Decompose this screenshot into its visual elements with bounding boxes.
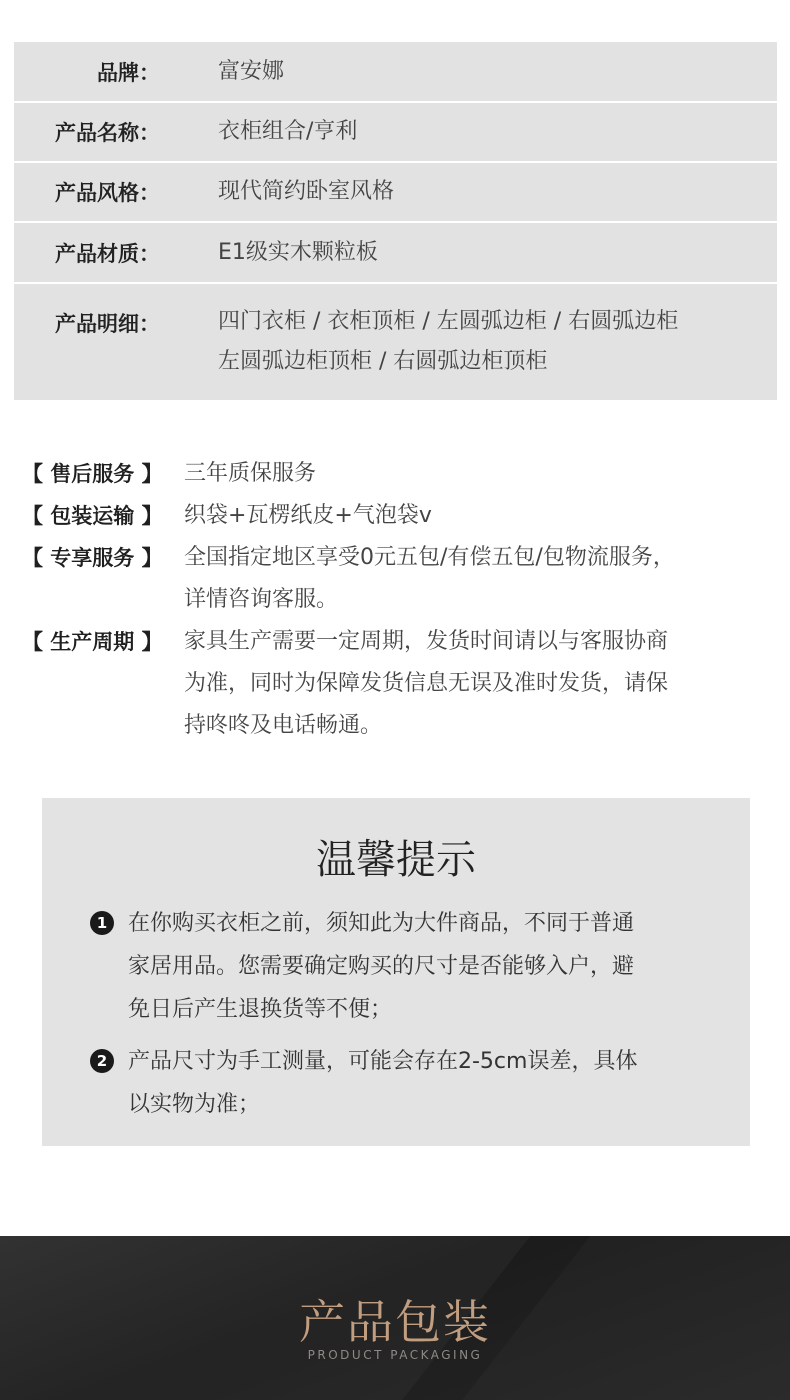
tip-item <box>90 1040 730 1126</box>
spec-value-line: 富安娜 <box>218 58 285 84</box>
spec-value <box>218 302 678 382</box>
spec-table <box>14 42 777 402</box>
service-text <box>184 537 754 621</box>
service-label: 【 专享服务 】 <box>22 546 163 570</box>
service-text-line: 详情咨询客服。 <box>184 587 339 612</box>
service-label: 【 包装运输 】 <box>22 504 163 528</box>
service-text-line: 织袋+瓦楞纸皮+气泡袋v <box>184 503 432 528</box>
service-text-line: 持咚咚及电话畅通。 <box>184 713 383 738</box>
banner-title: 产品包装 <box>299 1295 491 1349</box>
service-info <box>22 453 782 747</box>
number-one-icon: 1 <box>90 911 114 935</box>
service-text <box>184 621 754 747</box>
tip-text-line: 产品尺寸为手工测量，可能会存在2-5cm误差，具体 <box>128 1049 638 1074</box>
service-item-after-sales <box>22 453 782 495</box>
spec-label: 产品风格： <box>55 181 160 205</box>
spec-value-line: 四门衣柜 / 衣柜顶柜 / 左圆弧边柜 / 右圆弧边柜 <box>218 309 679 334</box>
service-text-line: 全国指定地区享受0元五包/有偿五包/包物流服务， <box>184 545 675 570</box>
tip-text-line: 在你购买衣柜之前，须知此为大件商品，不同于普通 <box>128 911 635 936</box>
spec-value-line: 现代简约卧室风格 <box>218 179 395 204</box>
spec-row-material <box>14 223 777 282</box>
service-label: 【 生产周期 】 <box>22 630 163 654</box>
spec-value <box>218 52 284 92</box>
service-label: 【 售后服务 】 <box>22 462 163 486</box>
spec-label: 产品名称： <box>55 121 160 145</box>
tip-item <box>90 902 730 1031</box>
service-text <box>184 495 754 537</box>
tips-box <box>42 798 750 1146</box>
spec-label: 品牌： <box>97 60 160 85</box>
spec-label: 产品明细： <box>55 312 160 336</box>
spec-value-line: E1级实木颗粒板 <box>218 239 378 265</box>
tip-text-line: 家居用品。您需要确定购买的尺寸是否能够入户，避 <box>128 954 635 979</box>
tips-title: 温馨提示 <box>316 837 476 883</box>
service-item-exclusive <box>22 537 782 621</box>
spec-value-line: 衣柜组合/亨利 <box>218 119 358 144</box>
spec-row-product-name <box>14 103 777 161</box>
spec-value <box>218 112 357 152</box>
spec-row-details <box>14 284 777 400</box>
service-item-packaging <box>22 495 782 537</box>
tip-text-line: 以实物为准； <box>128 1092 261 1117</box>
product-packaging-banner <box>0 1236 790 1400</box>
spec-value-line: 左圆弧边柜顶柜 / 右圆弧边柜顶柜 <box>218 349 548 374</box>
service-text-line: 家具生产需要一定周期，发货时间请以与客服协商 <box>184 629 669 654</box>
banner-subtitle: PRODUCT PACKAGING <box>307 1348 483 1362</box>
number-two-icon: 2 <box>90 1049 114 1073</box>
service-text-line: 三年质保服务 <box>184 461 317 486</box>
spec-row-style <box>14 163 777 221</box>
spec-row-brand <box>14 42 777 101</box>
tip-text-line: 免日后产生退换货等不便； <box>128 997 393 1022</box>
spec-value <box>218 233 378 273</box>
service-text <box>184 453 754 495</box>
tip-text <box>128 1040 637 1126</box>
service-text-line: 为准，同时为保障发货信息无误及准时发货，请保 <box>184 671 669 696</box>
service-item-production-cycle <box>22 621 782 747</box>
spec-value <box>218 172 394 212</box>
spec-label: 产品材质： <box>55 241 160 266</box>
tip-text <box>128 902 634 1031</box>
